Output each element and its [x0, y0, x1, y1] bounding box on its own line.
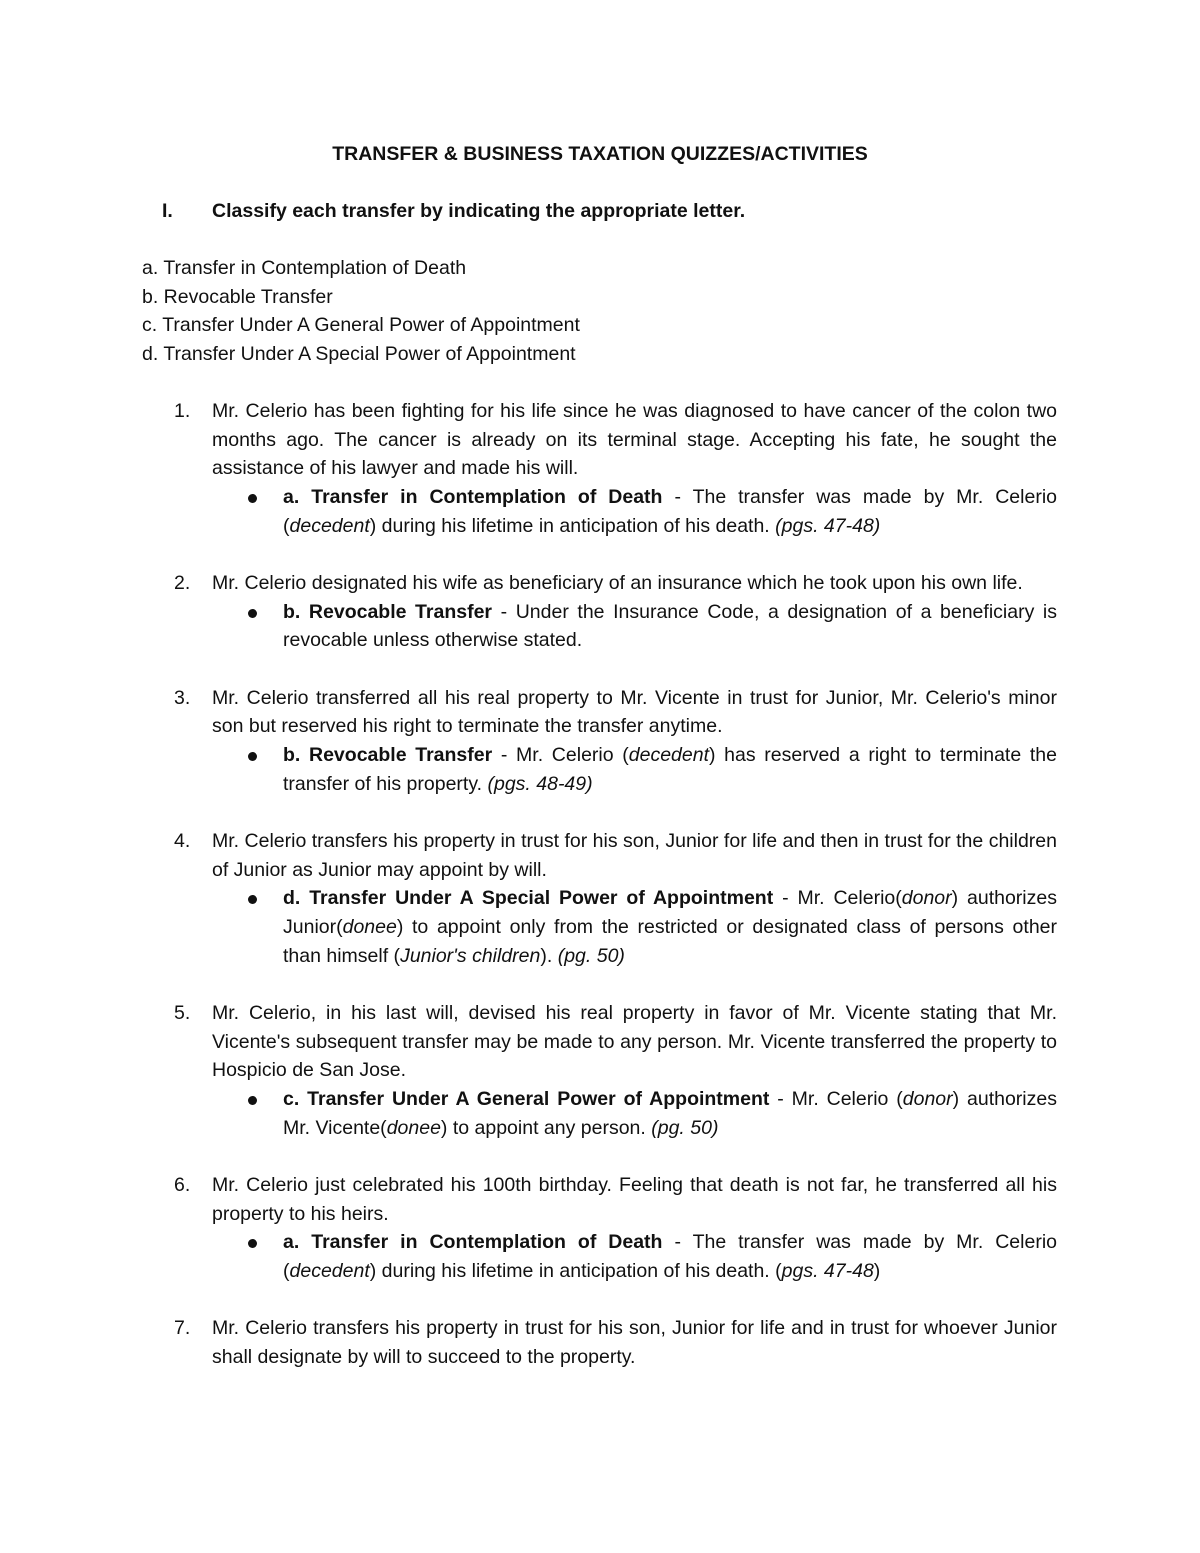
bullet-icon [248, 895, 257, 904]
question-number: 2. [174, 572, 191, 595]
question-item [0, 684, 1057, 799]
choice-option-b: b. Revocable Transfer [142, 285, 333, 308]
answer-label: c. Transfer Under A General Power of Appointment [283, 1088, 770, 1111]
question-item [0, 397, 1057, 541]
question-number: 3. [174, 686, 191, 709]
answer-text: ) has reserved a right to terminate the transfer of his property. [283, 744, 1057, 795]
answer-separator: - [769, 1088, 792, 1111]
question-text: Mr. Celerio has been fighting for his life since he was diagnosed to have cancer of the colon two months ago. The cancer is already on its terminal stage. Accepting his fate, he sought the assistance of his lawyer and made his will. [212, 400, 1057, 480]
question-number: 7. [174, 1317, 191, 1340]
answer-text: Mr. Celerio( [797, 887, 902, 910]
answer-text: ) [873, 1260, 881, 1283]
answer-separator: - [492, 600, 516, 623]
section-instruction: Classify each transfer by indicating the appropriate letter. [212, 200, 746, 222]
answer-text: Under the Insurance Code, a designation of a beneficiary is revocable unless otherwise stated. [283, 600, 1057, 652]
answer-italic: donor [902, 1088, 953, 1111]
answer-text: Mr. Celerio ( [516, 744, 629, 767]
answer-item [283, 1228, 1057, 1285]
answer-separator: - [492, 744, 517, 767]
question-text: Mr. Celerio designated his wife as beneficiary of an insurance which he took upon his own life. [212, 572, 1023, 595]
question-item [0, 999, 1057, 1143]
answer-text: The transfer was made by Mr. Celerio ( [283, 486, 1057, 537]
question-item [0, 1171, 1057, 1286]
answer-item [283, 884, 1057, 970]
question-number: 5. [174, 1001, 191, 1024]
answer-item [283, 483, 1057, 540]
answer-label: a. Transfer in Contemplation of Death [283, 486, 663, 509]
page-title: TRANSFER & BUSINESS TAXATION QUIZZES/ACTIVITIES [332, 143, 868, 165]
answer-text: ) to appoint any person. [440, 1116, 652, 1139]
bullet-icon [248, 752, 257, 761]
choice-option-a: a. Transfer in Contemplation of Death [142, 257, 467, 279]
answer-italic: donor [901, 887, 952, 910]
answer-italic: donee [342, 916, 397, 939]
question-list [0, 397, 1057, 1400]
answer-separator: - [773, 887, 798, 910]
page-reference: (pgs. 48-49) [487, 772, 593, 795]
answer-label: b. Revocable Transfer [283, 744, 493, 767]
answer-item [283, 1085, 1057, 1142]
answer-italic: Junior's children [400, 944, 541, 967]
answer-italic: decedent [289, 1260, 370, 1283]
choice-option-c: c. Transfer Under A General Power of Appointment [142, 314, 580, 337]
question-text: Mr. Celerio, in his last will, devised his real property in favor of Mr. Vicente stating that Mr. Vicente's subsequent transfer may be made to any person. Mr. Vicente transferred the property to Hospicio de San Jose. [212, 1001, 1057, 1082]
answer-text: ) authorizes Junior( [283, 887, 1057, 939]
choice-option-d: d. Transfer Under A Special Power of Appointment [142, 343, 576, 366]
bullet-icon [248, 494, 257, 503]
question-item [0, 827, 1057, 971]
answer-text: ) authorizes Mr. Vicente( [283, 1088, 1057, 1139]
answer-label: d. Transfer Under A Special Power of Appointment [283, 887, 774, 910]
answer-italic: donee [386, 1116, 441, 1139]
section-heading [162, 197, 745, 225]
answer-item [283, 741, 1057, 798]
bullet-icon [248, 609, 257, 618]
question-item [0, 1314, 1057, 1371]
bullet-icon [248, 1096, 257, 1105]
answer-text: ). [540, 944, 558, 967]
question-text: Mr. Celerio transfers his property in trust for his son, Junior for life and in trust for whoever Junior shall designate by will to succeed to the property. [212, 1317, 1057, 1368]
question-text: Mr. Celerio transfers his property in trust for his son, Junior for life and then in trust for the children of Junior as Junior may appoint by will. [212, 829, 1057, 881]
answer-label: b. Revocable Transfer [283, 600, 493, 623]
question-text: Mr. Celerio transferred all his real property to Mr. Vicente in trust for Junior, Mr. Celerio's minor son but reserved his right to terminate the transfer anytime. [212, 686, 1057, 738]
question-number: 4. [174, 829, 191, 852]
answer-text: The transfer was made by Mr. Celerio ( [283, 1231, 1057, 1283]
page-reference: (pg. 50) [651, 1116, 719, 1139]
question-text: Mr. Celerio just celebrated his 100th birthday. Feeling that death is not far, he transferred all his property to his heirs. [212, 1173, 1057, 1225]
answer-text: ) to appoint only from the restricted or designated class of persons other than himself ( [283, 916, 1057, 967]
question-item [0, 569, 1057, 655]
answer-italic: decedent [628, 744, 709, 767]
choice-list [142, 254, 580, 369]
page-reference: (pg. 50) [557, 944, 625, 967]
section-numeral: I. [162, 200, 173, 222]
bullet-icon [248, 1239, 257, 1248]
answer-separator: - [662, 486, 693, 509]
page-reference: pgs. 47-48 [781, 1260, 874, 1283]
question-number: 1. [174, 400, 191, 422]
page-reference: (pgs. 47-48) [775, 514, 881, 537]
question-number: 6. [174, 1173, 191, 1196]
answer-text: Mr. Celerio ( [791, 1088, 903, 1111]
answer-label: a. Transfer in Contemplation of Death [283, 1231, 663, 1254]
answer-separator: - [662, 1231, 693, 1254]
answer-item [283, 598, 1057, 655]
answer-italic: decedent [289, 514, 370, 537]
answer-text: ) during his lifetime in anticipation of his death. ( [369, 1260, 782, 1283]
answer-text: ) during his lifetime in anticipation of his death. [369, 514, 776, 537]
